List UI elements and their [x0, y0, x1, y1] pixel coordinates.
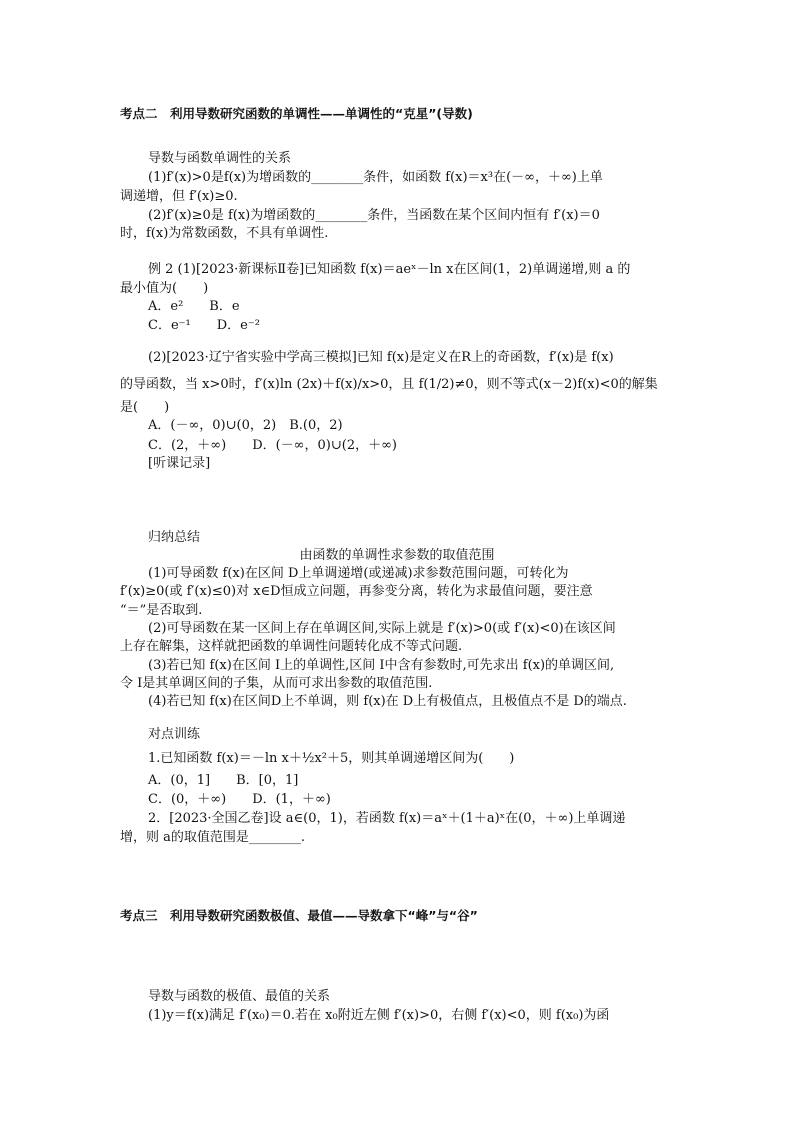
training-q1-options-ab: A．(0，1] B．[0，1] — [148, 773, 299, 788]
summary-p1-line-c: “＝”是否取到. — [120, 603, 203, 618]
summary-p2-line-a: (2)可导函数在某一区间上存在单调区间,实际上就是 f′(x)>0(或 f′(x)<0)在该区间 — [148, 621, 616, 636]
example2-q2-line-a: (2)[2023·辽宁省实验中学高三模拟]已知 f(x)是定义在R上的奇函数，f′(x)是 f(x) — [148, 350, 614, 365]
training-q2-line-b: 增，则 a的取值范围是________. — [120, 830, 306, 845]
lecture-notes-label: [听课记录] — [148, 456, 211, 471]
section3-title: 考点三 利用导数研究函数极值、最值——导数拿下“峰”与“谷” — [120, 908, 478, 923]
summary-p1-line-a: (1)可导函数 f(x)在区间 D上单调递增(或递减)求参数范围问题，可转化为 — [148, 566, 569, 581]
training-q1: 1.已知函数 f(x)＝－ln x＋½x²＋5，则其单调递增区间为( ) — [148, 751, 515, 766]
example2-q2-line-c: 是( ) — [120, 400, 170, 415]
relation-2-line-a: (2)f′(x)≥0是 f(x)为增函数的________条件，当函数在某个区间内恒有 f′(x)＝0 — [148, 208, 600, 223]
example2-q2-options-cd: C．(2，＋∞) D．(－∞，0)∪(2，＋∞) — [148, 438, 397, 453]
example2-q1-options-ab: A．e² B．e — [148, 299, 240, 314]
section2-title: 考点二 利用导数研究函数的单调性——单调性的“克星”(导数) — [120, 106, 473, 121]
summary-p3-line-a: (3)若已知 f(x)在区间 I上的单调性,区间 I中含有参数时,可先求出 f(x)的单调区间, — [148, 658, 615, 673]
example2-q2-line-b: 的导函数，当 x>0时，f′(x)ln (2x)＋f(x)/x>0，且 f(1/2)≠0，则不等式(x－2)f(x)<0的解集 — [120, 377, 658, 392]
training-q2-line-a: 2．[2023·全国乙卷]设 a∈(0，1)，若函数 f(x)＝aˣ＋(1＋a)ˣ在(0，＋∞)上单调递 — [148, 811, 626, 826]
summary-heading: 归纳总结 — [148, 530, 201, 545]
relation-2-line-b: 时，f(x)为常数函数，不具有单调性. — [120, 226, 329, 241]
summary-p2-line-b: 上存在解集，这样就把函数的单调性问题转化成不等式问题. — [120, 639, 463, 654]
training-q1-options-cd: C．(0，＋∞) D．(1，＋∞) — [148, 792, 331, 807]
section3-relation-1: (1)y＝f(x)满足 f′(x₀)＝0.若在 x₀附近左侧 f′(x)>0，右侧 f′(x)<0，则 f(x₀)为函 — [148, 1008, 610, 1023]
relation-title: 导数与函数单调性的关系 — [148, 151, 292, 166]
relation-1-line-b: 调递增，但 f′(x)≥0. — [120, 189, 238, 204]
example2-q1-line-a: 例 2 (1)[2023·新课标Ⅱ卷]已知函数 f(x)＝aeˣ－ln x在区间(1，2)单调递增,则 a 的 — [148, 262, 631, 277]
summary-p1-line-b: f′(x)≥0(或 f′(x)≤0)对 x∈D恒成立问题，再参变分离，转化为求最值问题，要注意 — [120, 584, 593, 599]
summary-subtitle: 由函数的单调性求参数的取值范围 — [299, 548, 495, 563]
section3-relation-title: 导数与函数的极值、最值的关系 — [148, 989, 331, 1004]
summary-p3-line-b: 令 I是其单调区间的子集，从而可求出参数的取值范围. — [120, 676, 433, 691]
summary-p4: (4)若已知 f(x)在区间D上不单调，则 f(x)在 D上有极值点，且极值点不是 D的端点. — [148, 694, 627, 709]
relation-1-line-a: (1)f′(x)>0是f(x)为增函数的________条件，如函数 f(x)＝x³在(－∞，＋∞)上单 — [148, 170, 603, 185]
example2-q1-options-cd: C．e⁻¹ D．e⁻² — [148, 318, 260, 333]
example2-q1-line-b: 最小值为( ) — [120, 281, 209, 296]
training-heading: 对点训练 — [148, 727, 201, 742]
example2-q2-options-ab: A．(－∞，0)∪(0，2) B.(0，2) — [148, 418, 343, 433]
